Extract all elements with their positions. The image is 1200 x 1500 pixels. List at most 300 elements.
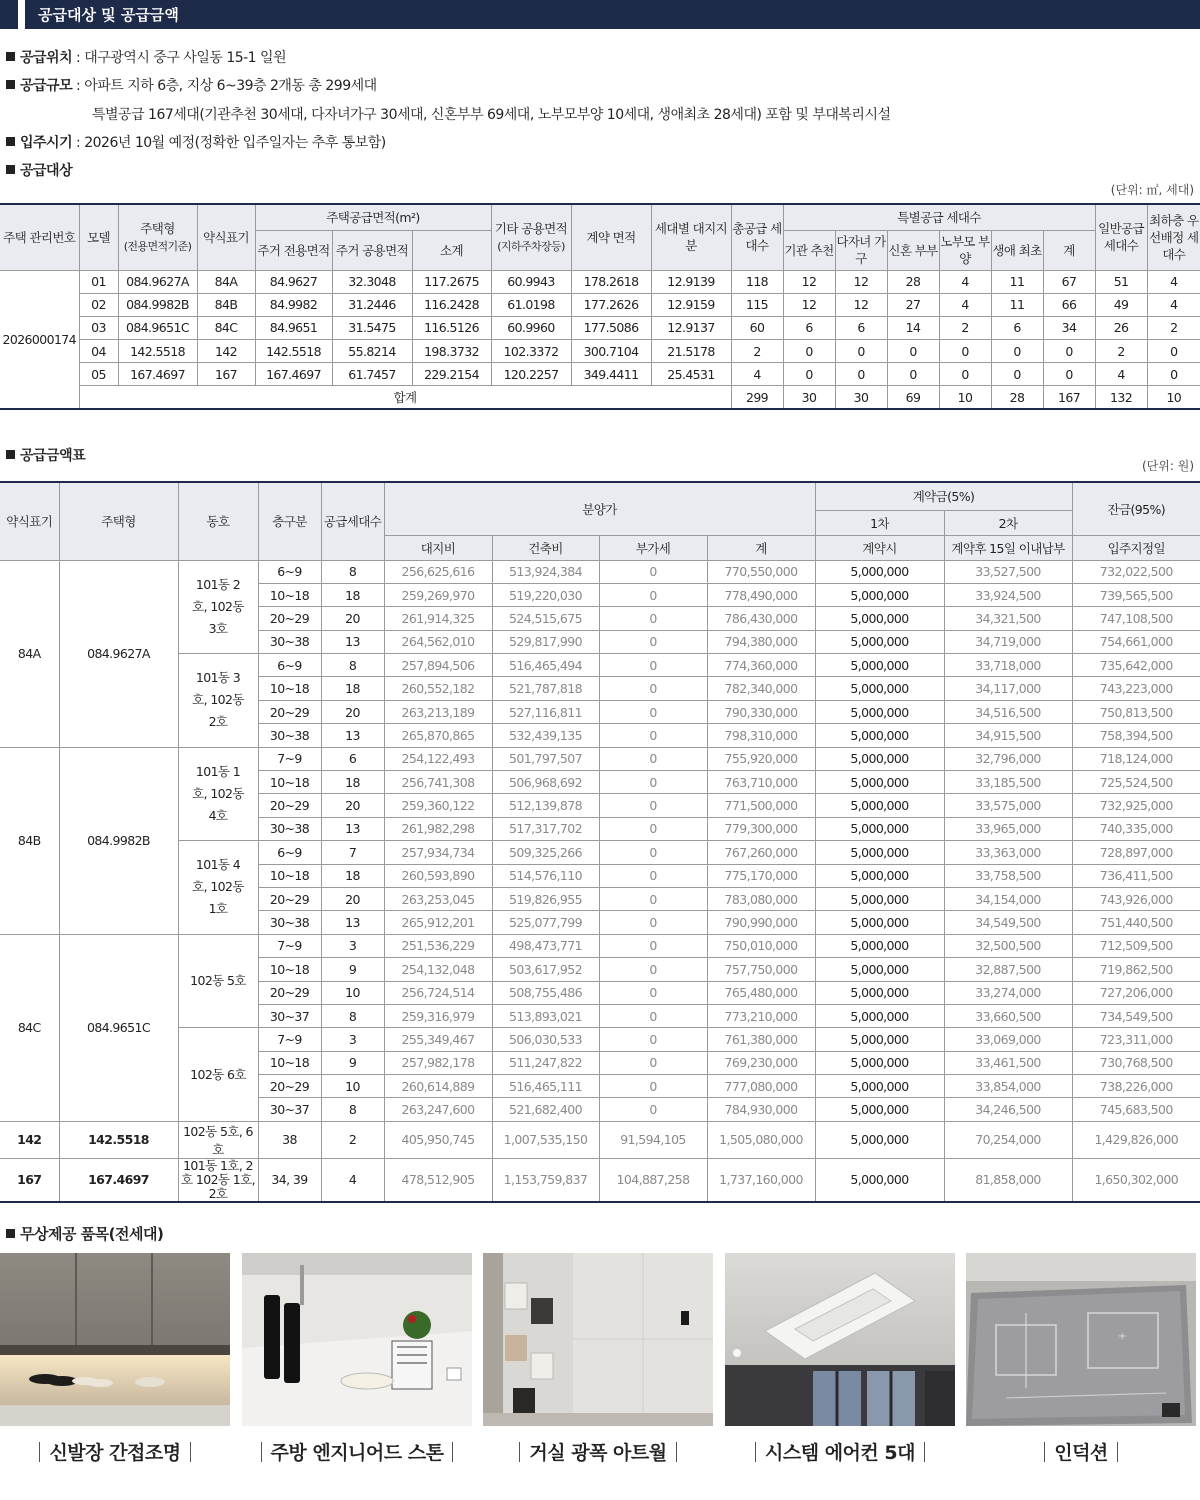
bullet-square-icon — [6, 165, 15, 174]
supply-cell: 14 — [887, 316, 939, 339]
price-cell: 777,080,000 — [707, 1075, 815, 1098]
supply-cell: 2 — [1147, 316, 1200, 339]
price-cell: 0 — [599, 887, 707, 910]
price-row — [0, 747, 1200, 770]
price-cell: 5,000,000 — [815, 911, 944, 934]
supply-cell: 084.9982B — [118, 293, 197, 316]
price-cell: 8 — [321, 1098, 384, 1121]
price-cell: 5,000,000 — [815, 934, 944, 957]
supply-cell: 84.9627 — [255, 270, 332, 293]
supply-cell: 102.3372 — [491, 340, 571, 363]
supply-cell: 01 — [79, 270, 118, 293]
th-deposit: 계약금(5%) — [815, 482, 1072, 510]
info-movein: 입주시기 : 2026년 10월 예정(정확한 입주일자는 추후 통보함) — [6, 132, 386, 152]
price-unit: (단위: 원) — [1142, 459, 1194, 473]
th-area-group: 주택공급면적(m²) — [255, 204, 491, 230]
price-row — [0, 654, 1200, 677]
supply-cell: 12 — [835, 270, 887, 293]
price-cell: 20 — [321, 887, 384, 910]
price-cell: 33,274,000 — [944, 981, 1072, 1004]
price-cell: 506,968,692 — [492, 771, 599, 794]
price-cell: 256,724,514 — [384, 981, 492, 1004]
supply-total-row — [0, 386, 1200, 409]
supply-cell: 11 — [991, 293, 1043, 316]
price-cell: 0 — [599, 864, 707, 887]
price-cell: 798,310,000 — [707, 724, 815, 747]
th-special-group: 특별공급 세대수 — [783, 204, 1095, 230]
supply-cell: 142 — [197, 340, 255, 363]
supply-cell: 229.2154 — [412, 363, 491, 386]
supply-cell: 12.9159 — [651, 293, 731, 316]
supply-cell: 4 — [939, 270, 991, 293]
supply-cell: 12.9139 — [651, 270, 731, 293]
supply-cell: 27 — [887, 293, 939, 316]
price-type: 084.9627A — [59, 560, 178, 747]
price-cell: 775,170,000 — [707, 864, 815, 887]
price-cell: 5,000,000 — [815, 1028, 944, 1051]
price-cell: 261,914,325 — [384, 607, 492, 630]
supply-cell: 349.4411 — [571, 363, 651, 386]
price-cell: 20~29 — [258, 1075, 321, 1098]
price-cell: 532,439,135 — [492, 724, 599, 747]
price-cell: 524,515,675 — [492, 607, 599, 630]
price-cell: 0 — [599, 560, 707, 583]
supply-cell: 0 — [939, 340, 991, 363]
price-cell: 745,683,500 — [1072, 1098, 1200, 1121]
price-cell: 20 — [321, 607, 384, 630]
supply-cell: 6 — [991, 316, 1043, 339]
price-cell: 0 — [599, 607, 707, 630]
supply-cell: 2 — [1095, 340, 1147, 363]
price-cell: 516,465,111 — [492, 1075, 599, 1098]
price-cell: 730,768,500 — [1072, 1051, 1200, 1074]
aircon-photo — [725, 1253, 955, 1426]
price-cell: 5,000,000 — [815, 864, 944, 887]
price-cell: 20~29 — [258, 887, 321, 910]
supply-cell: 0 — [887, 363, 939, 386]
price-cell: 743,223,000 — [1072, 677, 1200, 700]
price-cell: 3 — [321, 934, 384, 957]
price-cell: 254,122,493 — [384, 747, 492, 770]
price-row — [0, 841, 1200, 864]
price-cell: 33,965,000 — [944, 817, 1072, 840]
supply-cell: 51 — [1095, 270, 1147, 293]
banner-mark — [18, 0, 25, 29]
price-cell: 261,982,298 — [384, 817, 492, 840]
price-cell: 0 — [599, 981, 707, 1004]
banner-title: 공급대상 및 공급금액 — [38, 6, 179, 24]
price-cell: 34,719,000 — [944, 630, 1072, 653]
price-cell: 739,565,500 — [1072, 583, 1200, 606]
supply-cell: 0 — [1147, 363, 1200, 386]
price-cell: 513,924,384 — [492, 560, 599, 583]
info-scale: 공급규모 : 아파트 지하 6층, 지상 6~39층 2개동 총 299세대 — [6, 75, 377, 95]
supply-table — [0, 203, 1200, 410]
price-cell: 767,260,000 — [707, 841, 815, 864]
supply-cell: 12.9137 — [651, 316, 731, 339]
price-cell: 750,813,500 — [1072, 700, 1200, 723]
price-cell: 34,117,000 — [944, 677, 1072, 700]
supply-cell: 118 — [731, 270, 783, 293]
price-cell: 34,549,500 — [944, 911, 1072, 934]
price-cell: 256,741,308 — [384, 771, 492, 794]
supply-cell: 117.2675 — [412, 270, 491, 293]
price-cell: 81,858,000 — [944, 1158, 1072, 1202]
price-cell: 7~9 — [258, 934, 321, 957]
supply-cell: 167 — [197, 363, 255, 386]
th-other: 기타 공용면적 (지하주차장등) — [491, 204, 571, 270]
dong-cell: 102동 5호, 6호 — [178, 1121, 258, 1158]
th-first: 생애 최초 — [991, 230, 1043, 270]
supply-cell: 25.4531 — [651, 363, 731, 386]
price-cell: 10~18 — [258, 958, 321, 981]
th-elder: 노부모 부양 — [939, 230, 991, 270]
supply-cell: 142.5518 — [255, 340, 332, 363]
price-cell: 0 — [599, 700, 707, 723]
price-cell: 763,710,000 — [707, 771, 815, 794]
price-cell: 770,550,000 — [707, 560, 815, 583]
supply-cell: 0 — [835, 340, 887, 363]
th-price-type: 주택형 — [59, 482, 178, 560]
price-cell: 736,411,500 — [1072, 864, 1200, 887]
supply-cell: 32.3048 — [332, 270, 412, 293]
price-cell: 738,226,000 — [1072, 1075, 1200, 1098]
th-newly: 신혼 부부 — [887, 230, 939, 270]
price-cell: 758,394,500 — [1072, 724, 1200, 747]
price-cell: 251,536,229 — [384, 934, 492, 957]
price-cell: 5,000,000 — [815, 747, 944, 770]
price-cell: 30~38 — [258, 724, 321, 747]
price-cell: 257,934,734 — [384, 841, 492, 864]
price-type: 084.9982B — [59, 747, 178, 934]
induction-photo — [966, 1253, 1196, 1426]
price-cell: 30~37 — [258, 1004, 321, 1027]
price-cell: 263,253,045 — [384, 887, 492, 910]
price-cell: 10 — [321, 981, 384, 1004]
price-cell: 33,575,000 — [944, 794, 1072, 817]
supply-cell: 05 — [79, 363, 118, 386]
supply-total-cell: 30 — [835, 386, 887, 409]
price-cell: 0 — [599, 771, 707, 794]
supply-cell: 6 — [835, 316, 887, 339]
price-cell: 4 — [321, 1158, 384, 1202]
price-cell: 521,682,400 — [492, 1098, 599, 1121]
info-location: 공급위치 : 대구광역시 중구 사일동 15-1 일원 — [6, 47, 286, 67]
supply-total-cell: 167 — [1043, 386, 1095, 409]
price-cell: 786,430,000 — [707, 607, 815, 630]
price-cell: 498,473,771 — [492, 934, 599, 957]
supply-cell: 04 — [79, 340, 118, 363]
price-cell: 527,116,811 — [492, 700, 599, 723]
price-table — [0, 481, 1200, 1203]
supply-cell: 0 — [887, 340, 939, 363]
price-cell: 30~38 — [258, 630, 321, 653]
price-cell: 519,220,030 — [492, 583, 599, 606]
price-cell: 512,139,878 — [492, 794, 599, 817]
price-cell: 32,500,500 — [944, 934, 1072, 957]
shoe-cabinet-photo — [0, 1253, 230, 1426]
supply-row — [0, 293, 1200, 316]
supply-cell: 0 — [1043, 363, 1095, 386]
price-cell: 0 — [599, 583, 707, 606]
th-contract: 계약 면적 — [571, 204, 651, 270]
price-cell: 18 — [321, 677, 384, 700]
supply-cell: 177.5086 — [571, 316, 651, 339]
price-cell: 5,000,000 — [815, 1004, 944, 1027]
price-cell: 33,854,000 — [944, 1075, 1072, 1098]
price-cell: 719,862,500 — [1072, 958, 1200, 981]
price-cell: 0 — [599, 654, 707, 677]
price-cell: 794,380,000 — [707, 630, 815, 653]
section-banner — [0, 0, 1200, 29]
supply-cell: 4 — [1095, 363, 1147, 386]
price-cell: 5,000,000 — [815, 583, 944, 606]
supply-cell: 60.9943 — [491, 270, 571, 293]
price-cell: 33,718,000 — [944, 654, 1072, 677]
supply-cell: 0 — [783, 363, 835, 386]
price-cell: 10~18 — [258, 864, 321, 887]
price-cell: 5,000,000 — [815, 654, 944, 677]
price-cell: 33,461,500 — [944, 1051, 1072, 1074]
price-cell: 0 — [599, 1028, 707, 1051]
supply-cell: 61.0198 — [491, 293, 571, 316]
price-cell: 769,230,000 — [707, 1051, 815, 1074]
price-heading: 공급금액표 — [6, 445, 85, 465]
price-cell: 9 — [321, 958, 384, 981]
bullet-square-icon — [6, 52, 15, 61]
supply-cell: 0 — [939, 363, 991, 386]
price-cell: 735,642,000 — [1072, 654, 1200, 677]
supply-cell: 84.9651 — [255, 316, 332, 339]
price-cell: 761,380,000 — [707, 1028, 815, 1051]
price-cell: 18 — [321, 583, 384, 606]
price-cell: 771,500,000 — [707, 794, 815, 817]
supply-cell: 84B — [197, 293, 255, 316]
price-cell: 750,010,000 — [707, 934, 815, 957]
price-cell: 728,897,000 — [1072, 841, 1200, 864]
supply-total-cell: 10 — [939, 386, 991, 409]
price-cell: 30~38 — [258, 817, 321, 840]
artwall-photo — [483, 1253, 713, 1426]
price-cell: 5,000,000 — [815, 841, 944, 864]
price-row — [0, 1028, 1200, 1051]
th-sale: 분양가 — [384, 482, 815, 535]
supply-cell: 12 — [783, 270, 835, 293]
price-cell: 13 — [321, 724, 384, 747]
price-cell: 0 — [599, 1051, 707, 1074]
supply-cell: 12 — [783, 293, 835, 316]
price-cell: 18 — [321, 864, 384, 887]
supply-cell: 116.2428 — [412, 293, 491, 316]
caption-aircon: 시스템 에어컨 5대 — [725, 1438, 955, 1465]
price-type: 084.9651C — [59, 934, 178, 1121]
supply-cell: 31.2446 — [332, 293, 412, 316]
th-dong: 동호 — [178, 482, 258, 560]
th-total: 총공급 세대수 — [731, 204, 783, 270]
price-cell: 30~37 — [258, 1098, 321, 1121]
price-cell: 790,330,000 — [707, 700, 815, 723]
price-cell: 478,512,905 — [384, 1158, 492, 1202]
price-cell: 34,154,000 — [944, 887, 1072, 910]
price-cell: 747,108,500 — [1072, 607, 1200, 630]
price-cell: 755,920,000 — [707, 747, 815, 770]
price-cell: 33,185,500 — [944, 771, 1072, 794]
price-cell: 18 — [321, 771, 384, 794]
caption-artwall: 거실 광폭 아트월 — [483, 1438, 713, 1465]
th-build-cost: 건축비 — [492, 535, 599, 560]
supply-cell: 84A — [197, 270, 255, 293]
price-cell: 13 — [321, 911, 384, 934]
price-cell: 6~9 — [258, 654, 321, 677]
supply-unit: (단위: ㎡, 세대) — [1110, 183, 1194, 197]
supply-cell: 0 — [1043, 340, 1095, 363]
th-land: 세대별 대지지분 — [651, 204, 731, 270]
price-cell: 9 — [321, 1051, 384, 1074]
price-cell: 38 — [258, 1121, 321, 1158]
price-cell: 32,887,500 — [944, 958, 1072, 981]
price-cell: 5,000,000 — [815, 981, 944, 1004]
supply-cell: 177.2626 — [571, 293, 651, 316]
supply-cell: 34 — [1043, 316, 1095, 339]
th-land-cost: 대지비 — [384, 535, 492, 560]
price-cell: 0 — [599, 911, 707, 934]
th-floor: 층구분 — [258, 482, 321, 560]
price-cell: 2 — [321, 1121, 384, 1158]
price-cell: 779,300,000 — [707, 817, 815, 840]
th-mgmt: 주택 관리번호 — [0, 204, 79, 270]
price-cell: 0 — [599, 817, 707, 840]
price-cell: 104,887,258 — [599, 1158, 707, 1202]
price-cell: 501,797,507 — [492, 747, 599, 770]
price-cell: 782,340,000 — [707, 677, 815, 700]
price-cell: 0 — [599, 958, 707, 981]
price-cell: 34,321,500 — [944, 607, 1072, 630]
price-cell: 7 — [321, 841, 384, 864]
price-cell: 778,490,000 — [707, 583, 815, 606]
price-cell: 5,000,000 — [815, 1051, 944, 1074]
supply-cell: 115 — [731, 293, 783, 316]
price-cell: 7~9 — [258, 1028, 321, 1051]
price-cell: 517,317,702 — [492, 817, 599, 840]
info-scale-detail: 특별공급 167세대(기관추천 30세대, 다자녀가구 30세대, 신혼부부 69세대, 노부모부양 10세대, 생애최초 28세대) 포함 및 부대복리시설 — [92, 107, 891, 123]
th-vat: 부가세 — [599, 535, 707, 560]
th-type: 주택형 (전용면적기준) — [118, 204, 197, 270]
price-cell: 260,614,889 — [384, 1075, 492, 1098]
price-cell: 734,549,500 — [1072, 1004, 1200, 1027]
price-cell: 1,505,080,000 — [707, 1121, 815, 1158]
price-cell: 13 — [321, 630, 384, 653]
price-cell: 33,363,000 — [944, 841, 1072, 864]
dong-cell: 102동 5호 — [178, 934, 258, 1028]
price-cell: 20 — [321, 794, 384, 817]
supply-cell: 4 — [1147, 293, 1200, 316]
dong-cell: 102동 6호 — [178, 1028, 258, 1122]
price-cell: 0 — [599, 1004, 707, 1027]
price-cell: 10~18 — [258, 771, 321, 794]
price-cell: 5,000,000 — [815, 560, 944, 583]
price-cell: 513,893,021 — [492, 1004, 599, 1027]
supply-cell: 60.9960 — [491, 316, 571, 339]
supply-cell: 84C — [197, 316, 255, 339]
supply-cell: 02 — [79, 293, 118, 316]
price-row — [0, 1158, 1200, 1202]
th-movein: 입주지정일 — [1072, 535, 1200, 560]
price-cell: 70,254,000 — [944, 1121, 1072, 1158]
dong-cell: 101동 4호, 102동 1호 — [178, 841, 258, 935]
price-abbr: 84B — [0, 747, 59, 934]
price-cell: 783,080,000 — [707, 887, 815, 910]
price-cell: 263,247,600 — [384, 1098, 492, 1121]
th-within15: 계약후 15일 이내납부 — [944, 535, 1072, 560]
price-cell: 757,750,000 — [707, 958, 815, 981]
price-cell: 6~9 — [258, 841, 321, 864]
supply-row — [0, 363, 1200, 386]
supply-total-cell: 30 — [783, 386, 835, 409]
price-cell: 254,132,048 — [384, 958, 492, 981]
price-type: 142.5518 — [59, 1121, 178, 1158]
supply-cell: 2 — [731, 340, 783, 363]
dong-cell: 101동 2호, 102동 3호 — [178, 560, 258, 654]
price-cell: 511,247,822 — [492, 1051, 599, 1074]
price-cell: 712,509,500 — [1072, 934, 1200, 957]
th-contract-time: 계약시 — [815, 535, 944, 560]
price-cell: 509,325,266 — [492, 841, 599, 864]
price-cell: 5,000,000 — [815, 958, 944, 981]
th-general: 일반공급 세대수 — [1095, 204, 1147, 270]
price-cell: 0 — [599, 794, 707, 817]
supply-row — [0, 340, 1200, 363]
dong-cell: 101동 1호, 102동 4호 — [178, 747, 258, 841]
supply-cell: 21.5178 — [651, 340, 731, 363]
supply-cell: 6 — [783, 316, 835, 339]
price-cell: 30~38 — [258, 911, 321, 934]
th-second-pay: 2차 — [944, 510, 1072, 535]
th-multi: 다자녀 가구 — [835, 230, 887, 270]
bullet-square-icon — [6, 137, 15, 146]
price-cell: 6 — [321, 747, 384, 770]
supply-cell: 0 — [1147, 340, 1200, 363]
price-cell: 5,000,000 — [815, 771, 944, 794]
price-cell: 6~9 — [258, 560, 321, 583]
price-abbr: 84A — [0, 560, 59, 747]
supply-total-cell: 10 — [1147, 386, 1200, 409]
supply-cell: 084.9627A — [118, 270, 197, 293]
supply-cell: 12 — [835, 293, 887, 316]
caption-shoe-cabinet: 신발장 간접조명 — [0, 1438, 230, 1465]
price-cell: 255,349,467 — [384, 1028, 492, 1051]
price-cell: 265,912,201 — [384, 911, 492, 934]
price-cell: 790,990,000 — [707, 911, 815, 934]
supply-cell: 0 — [991, 340, 1043, 363]
caption-induction: 인덕션 — [966, 1438, 1196, 1465]
th-model: 모델 — [79, 204, 118, 270]
price-cell: 5,000,000 — [815, 817, 944, 840]
supply-cell: 167.4697 — [255, 363, 332, 386]
supply-total-cell: 28 — [991, 386, 1043, 409]
price-cell: 10~18 — [258, 1051, 321, 1074]
supply-cell: 61.7457 — [332, 363, 412, 386]
price-cell: 503,617,952 — [492, 958, 599, 981]
price-cell: 774,360,000 — [707, 654, 815, 677]
price-cell: 0 — [599, 841, 707, 864]
price-cell: 8 — [321, 560, 384, 583]
supply-cell: 178.2618 — [571, 270, 651, 293]
price-cell: 10~18 — [258, 583, 321, 606]
price-cell: 5,000,000 — [815, 1098, 944, 1121]
price-cell: 32,796,000 — [944, 747, 1072, 770]
price-cell: 33,069,000 — [944, 1028, 1072, 1051]
price-cell: 260,552,182 — [384, 677, 492, 700]
